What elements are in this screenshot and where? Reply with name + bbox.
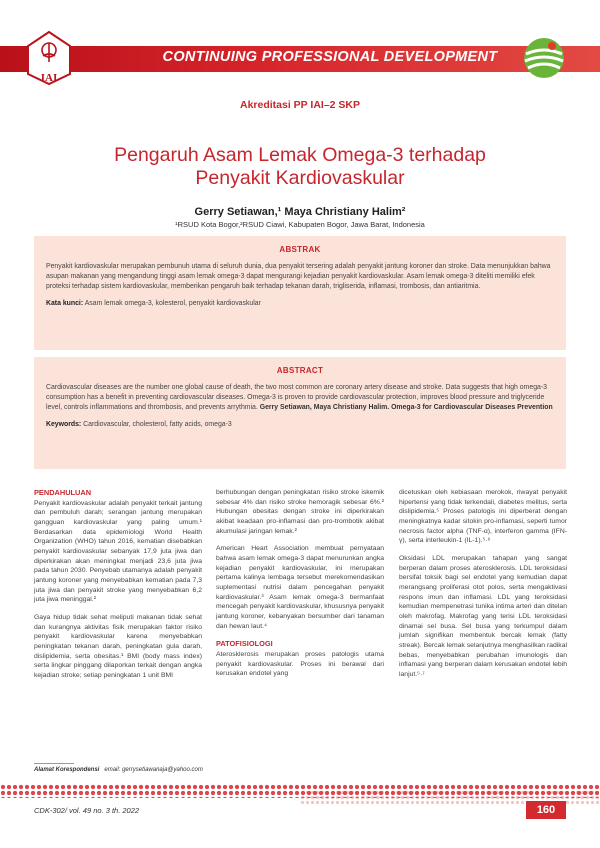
abstrak-box	[34, 236, 566, 350]
section-heading-patofisiologi: PATOFISIOLOGI	[216, 639, 273, 649]
iai-logo-text: IAI	[40, 72, 58, 84]
affiliation: ¹RSUD Kota Bogor,²RSUD Ciawi, Kabupaten Bogor, Jawa Barat, Indonesia	[175, 220, 425, 229]
authors: Gerry Setiawan,¹ Maya Christiany Halim²	[194, 206, 406, 218]
abstract-text: Cardiovascular diseases are the number one global cause of death, the two most common are coronary artery disease and stroke. Data suggests that high omega-3 consumption has a benefit in preventing cardiovascular diseases. Omega-3 is proven to provide cardiovascular protection, improves blood pressure and triglyceride level, controls inflammations and thrombosis, and prevents arrythmia.	[46, 384, 547, 411]
abstract-citation: Gerry Setiawan, Maya Christiany Halim. Omega-3 for Cardiovascular Diseases Prevention	[259, 403, 553, 411]
abstrak-keywords-label: Kata kunci:	[46, 300, 84, 308]
footnote-label: Alamat Korespondensi	[34, 767, 100, 773]
abstract-keywords	[46, 420, 554, 430]
correspondence-footnote	[34, 767, 203, 773]
abstract-text-block	[46, 383, 554, 412]
body-column-1	[34, 488, 202, 688]
accreditation-label: Akreditasi PP IAI–2 SKP	[239, 99, 361, 111]
paragraph: Oksidasi LDL merupakan tahapan yang sangat berperan dalam proses aterosklerosis. LDL teroksidasi bersifat toksik bagi sel endotel yang kemudian dapat merangsang proliferasi otot polos, serta mengaktivasi respons imun dan inflamasi. LDL yang teroksidasi kemudian mempenetrasi tunika intima arteri dan ditelan oleh makrofag. Makrofag yang terisi LDL teroksidasi dinamai sel busa. Sel busa yang terkumpul dalam jumlah signifikan membentuk bercak lemak (fatty streak). Bercak lemak selanjutnya menghasilkan radikal bebas, menyebabkan perubahan imunologis dan inflamasi yang berperan dalam kerusakan endotel lebih lanjut.⁵·⁷	[399, 554, 567, 678]
paragraph: American Heart Association membuat pernyataan bahwa asam lemak omega-3 dapat menurunkan angka kejadian penyakit kardiovaskular, ini merupakan pertama kalinya lembaga tersebut merekomendasikan suplementasi nutrisi dalam pencegahan penyakit kardiovaskular.³ Asam lemak omega-3 bermanfaat mencegah penyakit kardiovaskular, khususnya penyakit jantung koroner, kebanyakan bersumber dari tanaman dan hewan laut.⁴	[216, 545, 384, 630]
paragraph: dicetuskan oleh kebiasaan merokok, riwayat penyakit hipertensi yang tidak terkendali, diabetes melitus, serta dislipidemia.⁵ Proses patologis ini diperberat dengan meningkatnya kadar sitokin pro-inflamasi, seperti tumor necrosis factor alpha (TNF-α), interferon gamma (IFN-γ), serta interleukin-1 (IL-1).⁵·⁶	[399, 489, 567, 545]
footnote-divider	[34, 763, 74, 764]
paragraph: Gaya hidup tidak sehat meliputi makanan tidak sehat dan kurangnya aktivitas fisik merupakan faktor risiko penyakit kardiovaskular karena menyebabkan peningkatan tekanan darah, peningkatan gula darah, dislipidemia, serta obesitas.¹ BMI (body mass index) serta lingkar pinggang dilaporkan terkait dengan angka kejadian stroke; setiap peningkatan 1 unit BMI	[34, 613, 202, 679]
footnote-email[interactable]: gerrysetiawanaja@yahoo.com	[122, 767, 203, 773]
abstract-box	[34, 357, 566, 469]
body-column-3	[399, 488, 567, 687]
paragraph: Aterosklerosis merupakan proses patologis utama penyakit kardiovaskular. Proses ini berawal dari kerusakan endotel yang	[216, 650, 384, 678]
abstrak-heading: ABSTRAK	[279, 245, 321, 254]
section-heading-pendahuluan: PENDAHULUAN	[34, 488, 92, 497]
abstract-keywords-value: Cardiovascular, cholesterol, fatty acids, omega-3	[83, 421, 232, 429]
article-title	[40, 144, 560, 190]
page-number: 160	[526, 801, 566, 819]
header-title: CONTINUING PROFESSIONAL DEVELOPMENT	[162, 49, 498, 65]
footnote-email-label: email:	[104, 767, 121, 773]
abstrak-keywords-value: Asam lemak omega-3, kolesterol, penyakit kardiovaskular	[84, 300, 261, 308]
title-line-1: Pengaruh Asam Lemak Omega-3 terhadap	[114, 144, 486, 166]
body-column-2	[216, 488, 384, 687]
globe-logo-icon	[522, 36, 566, 80]
abstract-heading: ABSTRACT	[276, 366, 324, 375]
abstrak-keywords	[46, 299, 554, 309]
title-line-2: Penyakit Kardiovaskular	[195, 167, 405, 189]
abstrak-text: Penyakit kardiovaskular merupakan pembunuh utama di seluruh dunia, dua penyakit tersering adalah penyakit jantung koroner dan stroke. Data menunjukkan bahwa asupan makanan yang mengandung tinggi asam lemak omega-3 dapat mengurangi kejadian penyakit kardiovaskular. Asam lemak omega-3 diteliti memiliki efek proteksi terhadap sistem kardiovaskular, memberikan pengaruh baik terhadap tekanan darah, trigliserida, inflamasi, trombosis, dan antiaritmia.	[46, 263, 551, 290]
abstract-keywords-label: Keywords:	[46, 421, 82, 429]
paragraph: Penyakit kardiovaskular adalah penyakit terkait jantung dan pembuluh darah; serangan jantung merupakan gangguan kardiovaskular yang paling umum.¹ Berdasarkan data epidemiologi World Health Organization (WHO) tahun 2016, kematian disebabkan penyakit kardiovaskular sebanyak 17,9 juta jiwa dan diperkirakan akan meningkat menjadi 23,6 juta jiwa pada tahun 2030. Penyebab utamanya adalah penyakit jantung koroner yang menyebabkan kematian pada 7,3 juta jiwa dan penyakit stroke yang menyebabkan 6,2 juta jiwa meninggal.²	[34, 499, 202, 604]
journal-reference: CDK-302/ vol. 49 no. 3 th. 2022	[34, 806, 140, 815]
paragraph: berhubungan dengan peningkatan risiko stroke iskemik sebesar 4% dan risiko stroke hemoragik sebesar 6%.² Hubungan obesitas dengan stroke ini diperkirakan akibat keadaan pro-inflamasi dan pro-trombotik akibat akumulasi jaringan lemak.²	[216, 489, 384, 535]
